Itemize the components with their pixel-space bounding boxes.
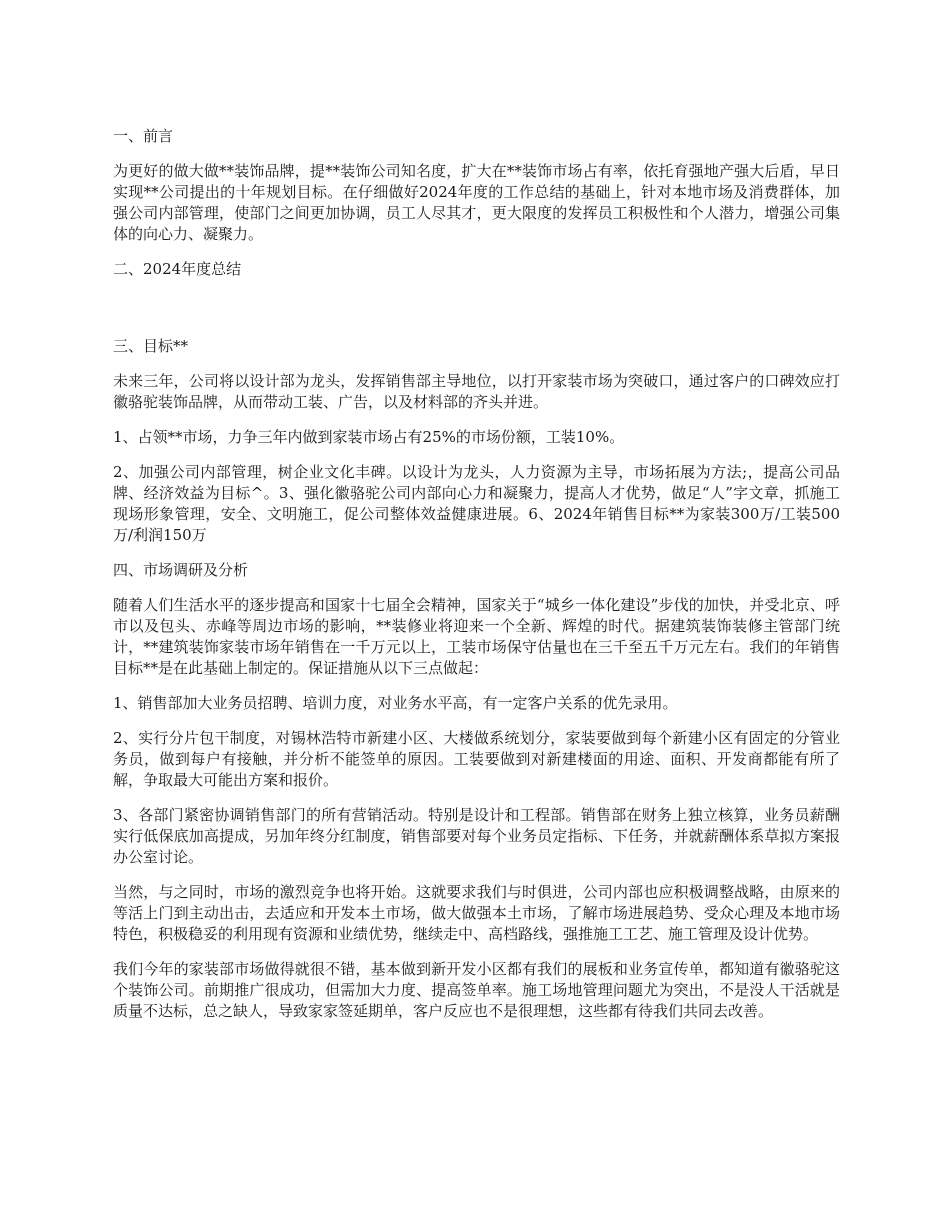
- paragraph-measure-2: 2、实行分片包干制度，对锡林浩特市新建小区、大楼做系统划分，家装要做到每个新建小区有固定的分管业务员，做到每户有接触，并分析不能签单的原因。工装要做到对新建楼面的用途、面积、开发商都能有所了解，争取最大可能出方案和报价。: [113, 729, 840, 789]
- paragraph-goals-intro: 未来三年，公司将以设计部为龙头，发挥销售部主导地位，以打开家装市场为突破口，通过客户的口碑效应打徽骆驼装饰品牌，从而带动工装、广告，以及材料部的齐头并进。: [113, 372, 840, 411]
- paragraph-market-intro: 随着人们生活水平的逐步提高和国家十七届全会精神，国家关于“城乡一体化建设”步伐的加快，并受北京、呼市以及包头、赤峰等周边市场的影响，**装修业将迎来一个全新、辉煌的时代。据建筑装饰装修主管部门统计，**建筑装饰家装市场年销售在一千万元以上，工装市场保守估量也在三千至五千万元左右。我们的年销售目标**是在此基础上制定的。保证措施从以下三点做起：: [113, 596, 840, 677]
- paragraph-measure-1: 1、销售部加大业务员招聘、培训力度，对业务水平高，有一定客户关系的优先录用。: [113, 694, 678, 712]
- section-heading-goals: 三、目标**: [113, 337, 189, 355]
- paragraph-goal-2: 2、加强公司内部管理，树企业文化丰碑。以设计为龙头，人力资源为主导，市场拓展为方法;，提高公司品牌、经济效益为目标^。3、强化徽骆驼公司内部向心力和凝聚力，提高人才优势，做足“人”字文章，抓施工现场形象管理，安全、文明施工，促公司整体效益健康进展。6、2024年销售目标**为家装300万/工装500万/利润150万: [113, 463, 840, 544]
- paragraph-goal-1: 1、占领**市场，力争三年内做到家装市场占有25%的市场份额，工装10%。: [113, 428, 625, 446]
- paragraph-preface: 为更好的做大做**装饰品牌，提**装饰公司知名度，扩大在**装饰市场占有率，依托育强地产强大后盾，早日实现**公司提出的十年规划目标。在仔细做好2024年度的工作总结的基础上，针对本地市场及消费群体，加强公司内部管理，使部门之间更加协调，员工人尽其才，更大限度的发挥员工积极性和个人潜力，增强公司集体的向心力、凝聚力。: [113, 162, 840, 243]
- paragraph-measure-3: 3、各部门紧密协调销售部门的所有营销活动。特别是设计和工程部。销售部在财务上独立核算，业务员薪酬实行低保底加高提成，另加年终分红制度，销售部要对每个业务员定指标、下任务，并就薪酬体系草拟方案报办公室讨论。: [113, 806, 840, 866]
- blank-gap: [113, 294, 840, 336]
- paragraph-review: 我们今年的家装部市场做得就很不错，基本做到新开发小区都有我们的展板和业务宣传单，都知道有徽骆驼这个装饰公司。前期推广很成功，但需加大力度、提高签单率。施工场地管理问题尤为突出，不是没人干活就是质量不达标，总之缺人，导致家家签延期单，客户反应也不是很理想，这些都有待我们共同去改善。: [113, 960, 840, 1020]
- section-heading-summary: 二、2024年度总结: [113, 260, 242, 278]
- paragraph-competition: 当然，与之同时，市场的激烈竞争也将开始。这就要求我们与时俱进，公司内部也应积极调整战略，由原来的等活上门到主动出击，去适应和开发本土市场，做大做强本土市场，了解市场进展趋势、受众心理及本地市场特色，积极稳妥的利用现有资源和业绩优势，继续走中、高档路线，强推施工工艺、施工管理及设计优势。: [113, 883, 840, 943]
- document-body: [113, 126, 840, 1036]
- section-heading-market: 四、市场调研及分析: [113, 561, 249, 579]
- section-heading-preface: 一、前言: [113, 127, 174, 145]
